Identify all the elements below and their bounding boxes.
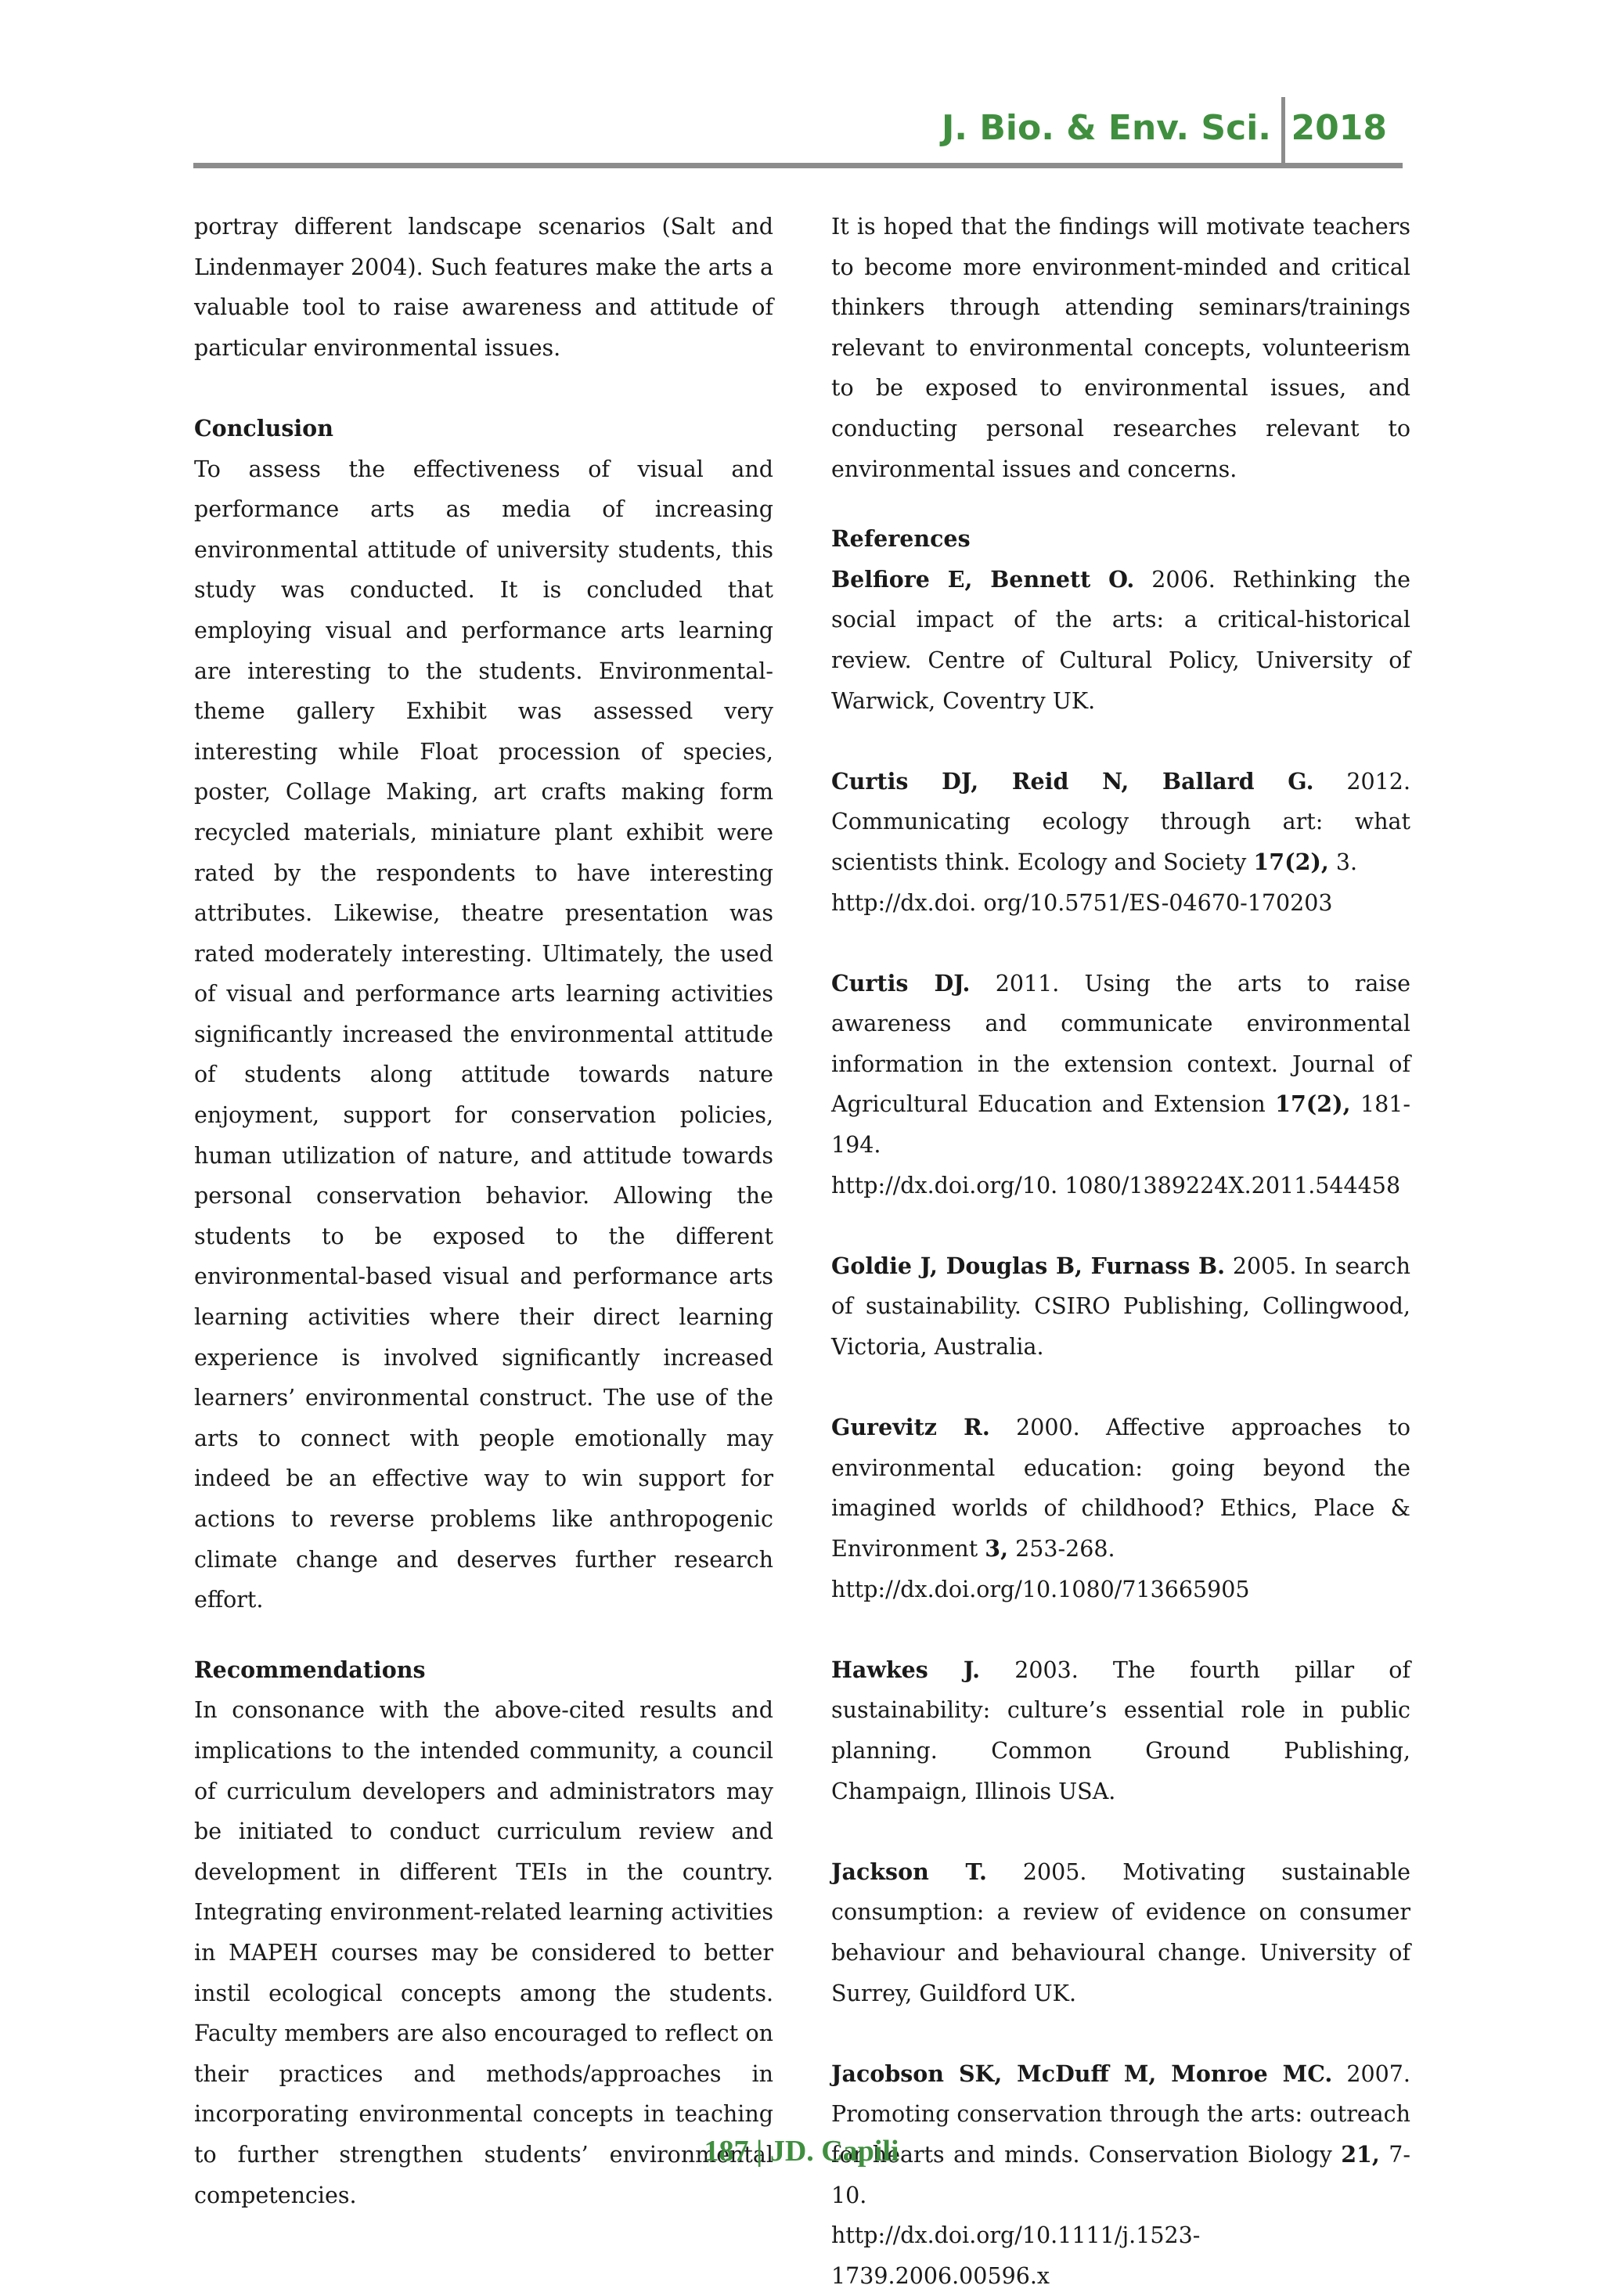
reference-body: 2011. Using the arts to raise awareness and communicate environmental information in the extension context. Journal of Agricultural Education and Extension — [831, 970, 1410, 1118]
reference-doi-link[interactable]: http://dx.doi.org/10.1111/j.1523-1739.2006.00596.x — [831, 2222, 1201, 2289]
reference-pages: 181-194. — [831, 1091, 1410, 1159]
reference-authors: Hawkes J. — [831, 1656, 981, 1683]
reference-text — [831, 560, 1410, 721]
reference-volume: 3, — [985, 1535, 1009, 1562]
reference-authors: Belfiore E, Bennett O. — [831, 565, 1135, 593]
page-header — [193, 94, 1403, 169]
reference-body: 2005. Motivating sustainable consumption: a review of evidence on consumer behaviour and behavioural change. University of Surrey, Guildford UK. — [831, 1858, 1410, 2006]
journal-year: 2018 — [1291, 108, 1387, 148]
recommendations-paragraph: In consonance with the above-cited results and implications to the intended community, a council of curriculum developers and administrators may be initiated to conduct curriculum review and development in different TEIs in the country. Integrating environment-related learning activities in MAPEH courses may be considered to better instil ecological concepts among the students. Faculty members are also encouraged to reflect on their practices and methods/approaches in incorporating environmental concepts in teaching to further strengthen students’ environmental competencies. — [194, 1697, 773, 2208]
reference-body: 2007. Promoting conservation through the arts: outreach for hearts and minds. Conservation Biology — [831, 2060, 1410, 2168]
left-column — [194, 207, 773, 2215]
reference-item — [831, 762, 1410, 923]
reference-text — [831, 762, 1410, 883]
reference-item — [831, 2054, 1410, 2296]
reference-body: 2012. Communicating ecology through art: what scientists think. Ecology and Society — [831, 768, 1410, 875]
reference-item — [831, 964, 1410, 1206]
conclusion-heading: Conclusion — [194, 414, 333, 442]
reference-authors: Gurevitz R. — [831, 1414, 990, 1441]
reference-text — [831, 1408, 1410, 1569]
reference-list — [831, 560, 1410, 2296]
reference-text — [831, 1650, 1410, 1811]
reference-volume: 17(2), — [1275, 1090, 1351, 1118]
page-footer: 187 | JD. Capili — [704, 2135, 899, 2168]
reference-pages: 3. — [1328, 849, 1358, 875]
recommendations-heading: Recommendations — [194, 1656, 426, 1683]
references-heading: References — [831, 525, 971, 553]
reference-item — [831, 1246, 1410, 1368]
header-separator — [1281, 97, 1285, 166]
reference-authors: Jackson T. — [831, 1858, 987, 1885]
conclusion-paragraph: To assess the effectiveness of visual and performance arts as media of increasing environmental attitude of university students, this study was conducted. It is concluded that employing visual and performance arts learning are interesting to the students. Environmental-theme gallery Exhibit was assessed very interesting while Float procession of species, poster, Collage Making, art crafts making form recycled materials, miniature plant exhibit were rated by the respondents to have interesting attributes. Likewise, theatre presentation was rated moderately interesting. Ultimately, the used of visual and performance arts learning activities significantly increased the environmental attitude of students along attitude towards nature enjoyment, support for conservation policies, human utilization of nature, and attitude towards personal conservation behavior. Allowing the students to be exposed to the different environmental-based visual and performance arts learning activities where their direct learning experience is involved significantly increased learners’ environmental construct. The use of the arts to connect with people emotionally may indeed be an effective way to win support for actions to reverse problems like anthropogenic climate change and deserves further research effort. — [194, 456, 773, 1613]
right-intro-paragraph: It is hoped that the findings will motivate teachers to become more environment-minded and critical thinkers through attending seminars/trainings relevant to environmental concepts, volunteerism to be exposed to environmental issues, and conducting personal researches relevant to environmental issues and concerns. — [831, 214, 1410, 482]
reference-text — [831, 964, 1410, 1166]
reference-item — [831, 560, 1410, 721]
right-column — [831, 207, 1410, 2296]
reference-text — [831, 1852, 1410, 2013]
reference-body: 2005. In search of sustainability. CSIRO Publishing, Collingwood, Victoria, Australia. — [831, 1253, 1411, 1361]
reference-doi-link[interactable]: http://dx.doi.org/10.1080/713665905 — [831, 1576, 1250, 1602]
reference-authors: Curtis DJ, Reid N, Ballard G. — [831, 767, 1314, 795]
reference-volume: 17(2), — [1253, 848, 1329, 875]
reference-item — [831, 1650, 1410, 1811]
journal-title: J. Bio. & Env. Sci. — [941, 108, 1271, 148]
intro-paragraph: portray different landscape scenarios (Salt and Lindenmayer 2004). Such features make the arts a valuable tool to raise awareness and attitude of particular environmental issues. — [194, 214, 773, 361]
header-rule — [193, 163, 1403, 168]
reference-body: 2003. The fourth pillar of sustainability: culture’s essential role in public planning. Common Ground Publishing, Champaign, Illinois USA. — [831, 1656, 1411, 1804]
reference-doi-link[interactable]: http://dx.doi. org/10.5751/ES-04670-170203 — [831, 889, 1333, 916]
reference-pages: 7-10. — [831, 2141, 1410, 2208]
reference-authors: Goldie J, Douglas B, Furnass B. — [831, 1252, 1226, 1279]
reference-body: 2006. Rethinking the social impact of the arts: a critical-historical review. Centre of Cultural Policy, University of Warwick, Coventry UK. — [831, 566, 1411, 714]
reference-body: 2000. Affective approaches to environmental education: going beyond the imagined worlds of childhood? Ethics, Place & Environment — [831, 1415, 1410, 1562]
reference-authors: Curtis DJ. — [831, 969, 971, 997]
reference-volume: 21, — [1341, 2140, 1380, 2168]
reference-text — [831, 1246, 1410, 1368]
reference-doi-link[interactable]: http://dx.doi.org/10. 1080/1389224X.2011.544458 — [831, 1172, 1401, 1198]
reference-authors: Jacobson SK, McDuff M, Monroe MC. — [831, 2060, 1333, 2087]
reference-pages: 253-268. — [1008, 1536, 1115, 1562]
reference-item — [831, 1408, 1410, 1609]
reference-item — [831, 1852, 1410, 2013]
